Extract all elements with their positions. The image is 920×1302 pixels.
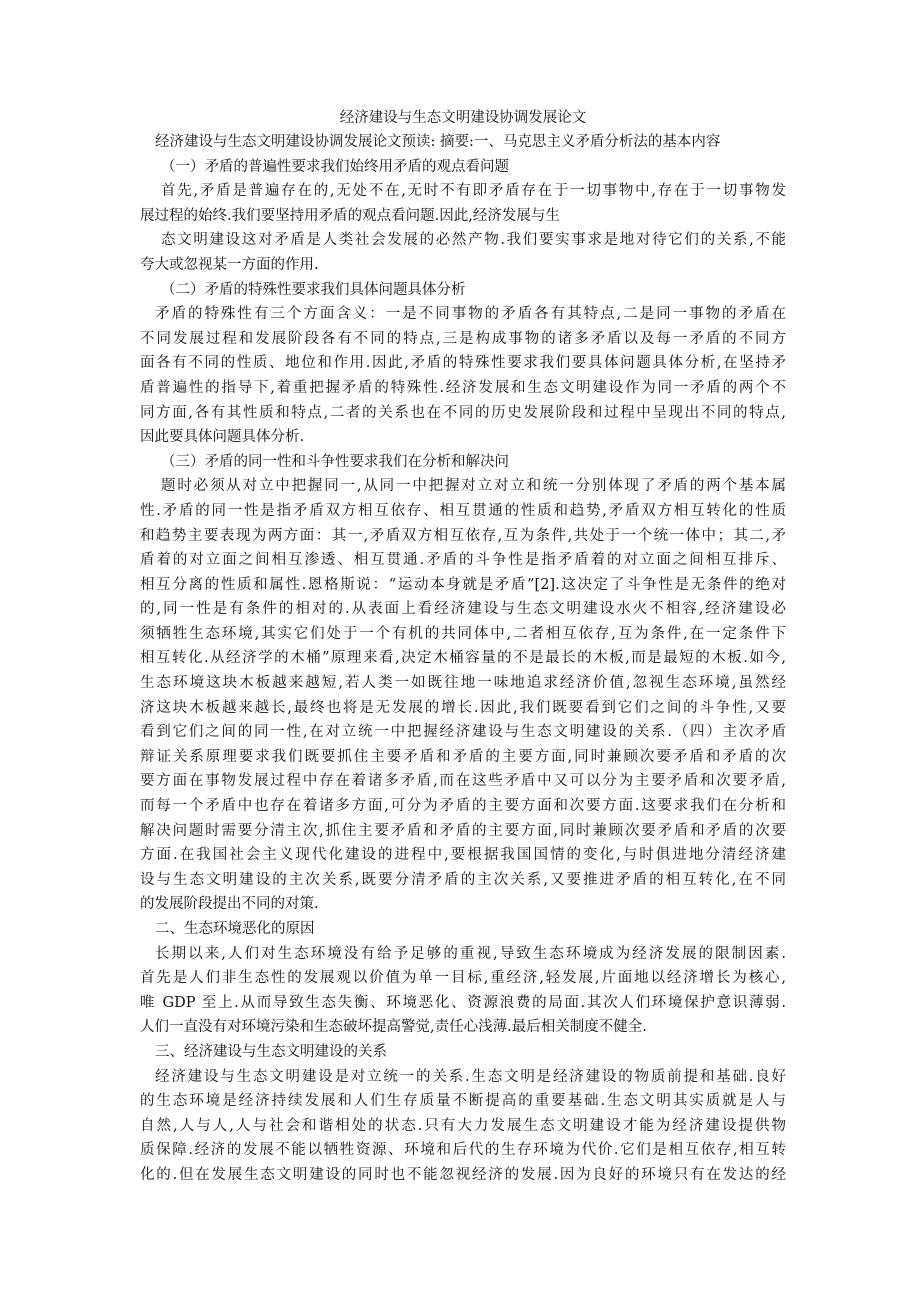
text-line: 夸大或忽视某一方面的作用. [140,256,319,273]
text-line: 的,同一性是有条件的相对的.从表面上看经济建设与生态文明建设水火不相容,经济建设必 [140,601,786,618]
text-line: 面各有不同的性质、地位和作用.因此,矛盾的特殊性要求我们要具体问题具体分析,在坚持矛 [140,355,786,372]
document-title: 经济建设与生态文明建设协调发展论文 [339,110,587,126]
text-line: 三、经济建设与生态文明建设的关系 [155,1043,387,1060]
text-line: 设与生态文明建设的主次关系,既要分清矛盾的主次关系,又要推进矛盾的相互转化,在不同 [140,871,786,888]
text-line: 二、生态环境恶化的原因 [155,921,315,937]
text-line: 要方面在事物发展过程中存在着诸多矛盾,而在这些矛盾中又可以分为主要矛盾和次要矛盾, [140,773,786,790]
text-line: 不同发展过程和发展阶段各有不同的特点,三是构成事物的诸多矛盾以及每一矛盾的不同方 [140,330,786,347]
text-line: 性.矛盾的同一性是指矛盾双方相互依存、相互贯通的性质和趋势,矛盾双方相互转化的性质 [140,502,786,519]
text-line: 相互分离的性质和属性.恩格斯说：“运动本身就是矛盾”[2].这决定了斗争性是无条件的绝对 [140,576,786,593]
text-line: 济这块木板越来越长,最终也将是无发展的增长.因此,我们既要看到它们之间的斗争性,又要 [140,699,786,716]
text-line: 首先,矛盾是普遍存在的,无处不在,无时不有即矛盾存在于一切事物中,存在于一切事物发 [161,183,786,200]
text-line: 盾着的对立面之间相互渗透、相互贯通.矛盾的斗争性是指矛盾着的对立面之间相互排斥、 [140,552,786,569]
text-line: 质保障.经济的发展不能以牺牲资源、环境和后代的生存环境为代价.它们是相互依存,相互转 [140,1142,786,1159]
text-line: 生态环境这块木板越来越短,若人类一如既往地一味地追求经济价值,忽视生态环境,虽然经 [140,675,786,692]
text-line: 自然,人与人,人与社会和谐相处的状态.只有大力发展生态文明建设才能为经济建设提供物 [140,1117,786,1134]
text-line: 而每一个矛盾中也存在着诸多方面,可分为矛盾的主要方面和次要方面.这要求我们在分析和 [140,798,786,815]
text-line: （二）矛盾的特殊性要求我们具体问题具体分析 [161,281,466,298]
document-body [140,130,786,1188]
text-line: 盾普遍性的指导下,着重把握矛盾的特殊性.经济发展和生态文明建设作为同一矛盾的两个不 [140,379,786,396]
text-line: 化的.但在发展生态文明建设的同时也不能忽视经济的发展.因为良好的环境只有在发达的经 [140,1166,786,1183]
text-line: 同方面,各有其性质和特点,二者的关系也在不同的历史发展阶段和过程中呈现出不同的特点, [140,404,786,421]
text-line: 题时必须从对立中把握同一,从同一中把握对立对立和统一分别体现了矛盾的两个基本属 [161,478,786,495]
text-line: 因此要具体问题具体分析. [140,429,305,446]
text-line: 经济建设与生态文明建设是对立统一的关系.生态文明是经济建设的物质前提和基础.良好 [155,1068,786,1085]
text-line: 的生态环境是经济持续发展和人们生存质量不断提高的重要基础.生态文明其实质就是人与 [140,1093,786,1110]
text-line: 和趋势主要表现为两方面：其一,矛盾双方相互依存,互为条件,共处于一个统一体中；其二,矛 [140,527,786,544]
text-line: 人们一直没有对环境污染和生态破坏提高警觉,责任心浅薄.最后相关制度不健全. [140,1019,647,1036]
text-line: 长期以来,人们对生态环境没有给予足够的重视,导致生态环境成为经济发展的限制因素. [155,945,786,962]
text-line: 态文明建设这对矛盾是人类社会发展的必然产物.我们要实事求是地对待它们的关系,不能 [161,232,786,249]
text-line: 辩证关系原理要求我们既要抓住主要矛盾和矛盾的主要方面,同时兼顾次要矛盾和矛盾的次 [140,748,786,765]
text-line: 相互转化.从经济学的木桶”原理来看,决定木桶容量的不是最长的木板,而是最短的木板.如今, [140,650,786,667]
text-line: 的发展阶段提出不同的对策. [140,896,319,913]
text-line: 看到它们之间的同一性,在对立统一中把握经济建设与生态文明建设的关系.（四）主次矛盾 [140,724,786,741]
text-line: 唯 GDP 至上.从而导致生态失衡、环境恶化、资源浪费的局面.其次人们环境保护意识薄弱. [140,994,786,1011]
text-line: 解决问题时需要分清主次,抓住主要矛盾和矛盾的主要方面,同时兼顾次要矛盾和矛盾的次要 [140,822,786,839]
text-line: 经济建设与生态文明建设协调发展论文预读: 摘要:一、马克思主义矛盾分析法的基本内容 [155,134,721,150]
text-line: 展过程的始终.我们要坚持用矛盾的观点看问题.因此,经济发展与生 [140,207,560,224]
text-line: （一）矛盾的普遍性要求我们始终用矛盾的观点看问题 [161,158,509,175]
document-page [140,106,786,1188]
text-line: 矛盾的特殊性有三个方面含义：一是不同事物的矛盾各有其特点,二是同一事物的矛盾在 [155,306,786,323]
text-line: （三）矛盾的同一性和斗争性要求我们在分析和解决问 [161,453,509,470]
text-line: 首先是人们非生态性的发展观以价值为单一目标,重经济,轻发展,片面地以经济增长为核心, [140,970,786,987]
text-line: 方面.在我国社会主义现代化建设的进程中,要根据我国国情的变化,与时俱进地分清经济建 [140,847,786,864]
text-line: 须牺牲生态环境,其实它们处于一个有机的共同体中,二者相互依存,互为条件,在一定条件下 [140,625,786,642]
